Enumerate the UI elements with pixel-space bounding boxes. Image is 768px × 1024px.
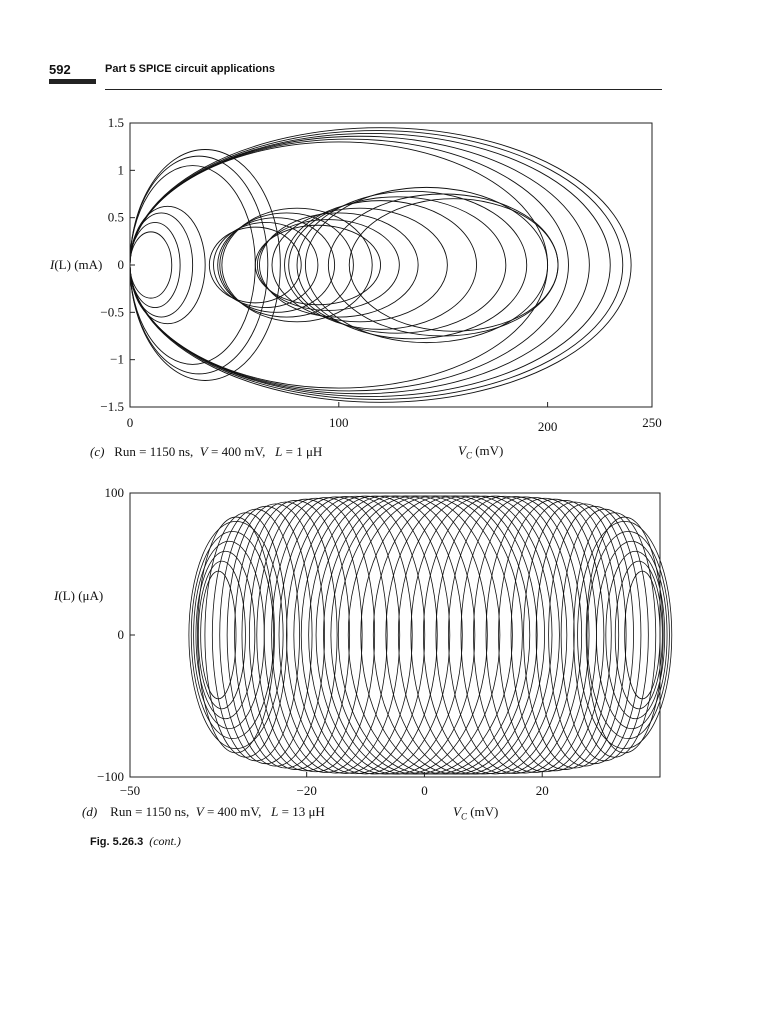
page-number: 592 [49,62,71,77]
chart-c-ytick-1: 1 [117,162,124,178]
chart-c-curve-13 [257,220,399,311]
chart-d-curve-31 [486,498,604,772]
chart-d-curve-0 [197,517,274,753]
chart-d-curve-1 [205,513,287,757]
chart-d-curve-33 [511,500,619,769]
chart-c-xtick-0: 0 [126,415,134,430]
chart-c-curve-9 [218,218,335,313]
chart-d-curve-11 [279,497,412,774]
chart-c-curve-21 [349,199,558,332]
chart-d-curve-13 [294,496,437,774]
chart-d-curve-35 [536,504,633,766]
chart-c-curve-11 [222,208,372,322]
chart-d-curve-19 [338,496,512,774]
chart-c-curve-15 [272,208,447,322]
chart-d-curve-15 [309,496,463,774]
figure-caption: Fig. 5.26.3 (cont.) [90,834,181,848]
chart-c-curve-1 [130,222,180,307]
chart-d-curve-39 [586,517,663,753]
chart-d-curve-23 [386,496,545,774]
chart-c-curve-12 [255,225,380,305]
chart-d-curve-22 [373,496,537,774]
chart-d-curve-18 [331,496,500,774]
chart-c-curve-19 [305,187,547,342]
chart-d-curve-4 [227,504,324,766]
chart-c-ytick-5: −1 [110,351,124,367]
chart-c-ytick-6: −1.5 [100,399,124,414]
chart-d-caption: (d) Run = 1150 ns, V = 400 mV, L = 13 μH [82,804,325,819]
chart-d-xlabel: $V_C$ (mV) [453,804,499,822]
chart-d-ytick-0: 100 [104,485,124,500]
chart-c-curve-20 [328,194,558,336]
chart-d-curve-10 [272,497,400,773]
chart-d-xtick-1: −20 [296,783,317,798]
chart-d-curve-38 [574,513,656,757]
chart-d-curve-17 [323,496,487,774]
chart-d-edge-curve-0-2 [196,551,255,719]
chart-d-edge-curve-1-3 [596,541,667,728]
chart-d-edge-curve-1-5 [578,521,672,748]
chart-c-ytick-2: 0.5 [107,209,124,225]
chart-c-curves [130,128,631,403]
chart-d-curve-7 [249,499,362,771]
chart-d-curve-5 [235,502,338,768]
chart-c-ylabel: I(L) (mA) [50,257,103,272]
chart-d-curve-29 [461,497,589,773]
chart-c-curve-27 [130,128,631,403]
chart-c-curve-7 [209,227,301,303]
chart-d-edge-curve-0-1 [198,561,245,709]
chart-c-xlabel: $V_C$ (mV) [458,443,504,461]
header-rule-bold [49,79,96,84]
chart-c-curve-3 [130,206,205,323]
chart-d-ylabel: I(L) (μA) [54,588,104,603]
chart-d-ytick-2: −100 [97,769,124,784]
chart-d-curve-2 [212,509,299,761]
chart-d-curve-34 [524,502,627,768]
chart-c-curve-22 [130,142,548,388]
chart-c-curve-5 [130,156,268,374]
chart-d-edge-curve-0-4 [191,531,273,738]
header-rule [105,89,662,90]
chart-c-curve-6 [130,150,280,381]
chart-c-xtick-1: 100 [329,415,349,430]
chart-d-edge-curve-0-0 [201,571,236,699]
chart-d-curve-20 [348,496,522,774]
chart-c-curve-10 [220,213,354,317]
chart-d-curve-3 [220,506,312,763]
chart-d-frame [130,493,660,777]
chart-c-curve-23 [130,139,568,391]
chart-c-curve-0 [130,232,172,298]
chart-c-curve-4 [130,166,255,365]
chart-d-curve-36 [549,506,641,763]
chart-c-ytick-4: −0.5 [100,304,124,320]
chart-c-curve-8 [214,222,318,307]
chart-d-curve-25 [411,496,560,774]
chart-d-curve-24 [398,496,552,774]
chart-d-edge-curve-0-5 [189,521,283,748]
chart-c-ytick-0: 1.5 [107,115,124,130]
chart-c-curve-26 [130,131,623,400]
chart-d-curve-32 [499,499,612,771]
chart-d-curve-27 [436,496,574,773]
chart-d-curves [189,496,672,774]
chart-d-edge-curve-1-0 [625,571,660,699]
chart-d-curve-9 [264,497,387,772]
chart-c-ytick-3: 0 [117,257,124,272]
chart-d-curve-16 [316,496,475,774]
chart-d-edge-curve-1-2 [606,551,665,719]
chart-d-xtick-3: 20 [535,783,549,798]
chart-c-curve-2 [130,213,193,317]
chart-d-ytick-1: 0 [117,627,124,642]
chart-d-curve-14 [301,496,450,774]
chart-d-curve-30 [473,497,596,772]
chart-d-curve-12 [286,496,424,773]
chart-d-curve-26 [423,496,566,774]
chart-d-curve-28 [448,497,581,774]
chart-d-edge-curve-1-4 [587,531,669,738]
chart-c-frame [130,123,652,407]
chart-c-curve-14 [259,213,418,317]
chart-d-curve-21 [361,496,530,774]
chart-c-curve-17 [289,197,506,333]
chart-d-edge-curve-0-3 [194,541,265,728]
chart-d-edge-curve-1-1 [615,561,662,709]
chart-c-curve-16 [285,201,477,330]
chart-c-caption: (c) Run = 1150 ns, V = 400 mV, L = 1 μH [90,444,323,459]
chart-c-curve-24 [130,136,589,393]
chart-d-curve-8 [257,498,375,772]
chart-c-curve-18 [297,191,527,339]
chart-c-curve-25 [130,133,610,396]
chart-d-curve-37 [561,509,648,761]
chart-c-xtick-2: 200 [537,419,558,434]
running-title: Part 5 SPICE circuit applications [105,63,275,75]
chart-c-xtick-3: 250 [642,415,662,430]
chart-d-curve-6 [242,500,350,769]
chart-d-xtick-2: 0 [421,783,428,798]
chart-d-xtick-0: −50 [119,783,141,798]
